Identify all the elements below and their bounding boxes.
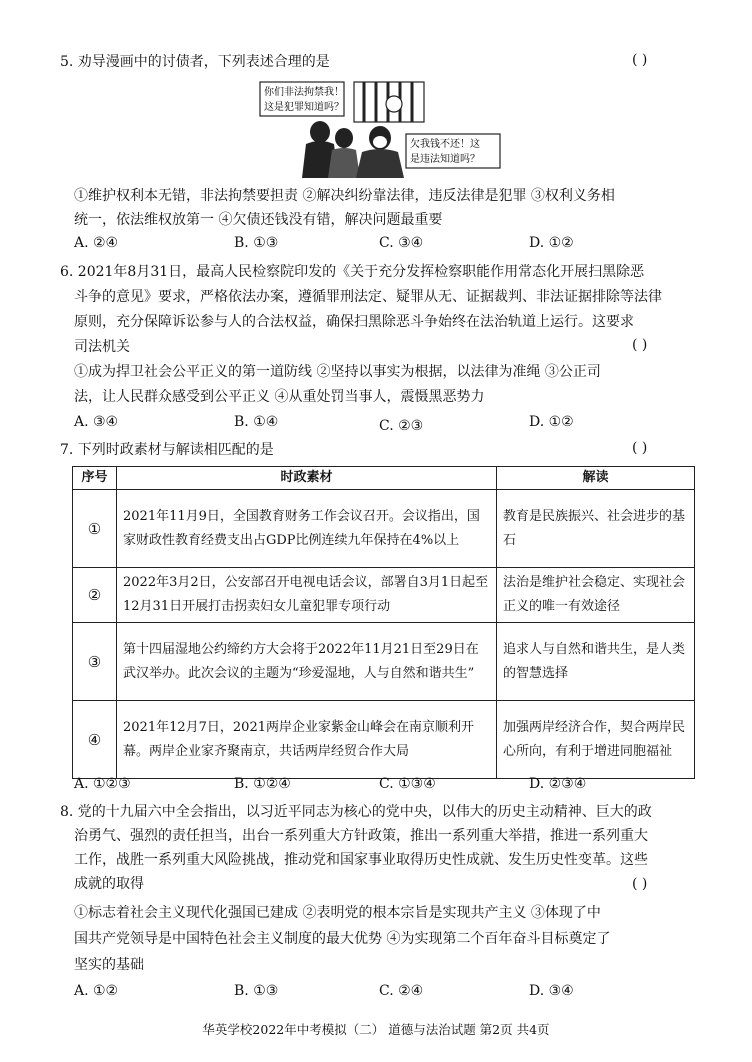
q6-answer-paren: ( ): [632, 337, 648, 353]
q6-stem-line3: 原则，充分保障诉讼参与人的合法权益，确保扫黑除恶斗争始终在法治轨道上运行。这要求: [74, 314, 634, 330]
bubble2-line2: 是违法知道吗？: [410, 154, 480, 165]
q7-option-d[interactable]: D. ②③④: [529, 776, 587, 792]
q6-option-a[interactable]: A. ③④: [74, 414, 119, 430]
q7-options: [74, 776, 694, 796]
header-reading: 解读: [497, 467, 695, 490]
q5-option-a[interactable]: A. ②④: [74, 235, 119, 251]
page-footer: 华英学校2022年中考模拟（二） 道德与法治试题 第2页 共4页: [202, 1022, 550, 1037]
q6-option-d[interactable]: D. ①②: [529, 414, 574, 430]
table-row: [73, 490, 695, 568]
row-material: 2022年3月2日，公安部召开电视电话会议，部署自3月1日起至12月31日开展打击拐卖妇女儿童犯罪专项行动: [117, 568, 497, 623]
q5-stem: 5. 劝导漫画中的讨债者，下列表述合理的是: [60, 54, 330, 70]
q5-statements-line1: ①维护权利本无错，非法拘禁要担责 ②解决纠纷靠法律，违反法律是犯罪 ③权利义务相: [74, 188, 615, 204]
q8-answer-paren: ( ): [632, 876, 648, 892]
row-number: ③: [73, 623, 117, 701]
q6-stem-line4: 司法机关: [74, 339, 130, 355]
q7-option-a[interactable]: A. ①②③: [74, 776, 131, 792]
q8-statements-line1: ①标志着社会主义现代化强国已建成 ②表明党的根本宗旨是实现共产主义 ③体现了中: [74, 905, 601, 921]
collector-face-icon: [373, 136, 387, 148]
q6-option-b[interactable]: B. ①④: [234, 414, 279, 430]
q8-statements-line3: 坚实的基础: [74, 957, 144, 973]
prisoner-face-icon: [386, 96, 402, 112]
q6-statements-line1: ①成为捍卫社会公平正义的第一道防线 ②坚持以事实为根据，以法律为准绳 ③公正司: [74, 364, 601, 380]
q8-option-c[interactable]: C. ②④: [379, 983, 424, 999]
row-number: ④: [73, 701, 117, 779]
q7-answer-paren: ( ): [632, 440, 648, 456]
row-number: ②: [73, 568, 117, 623]
q8-option-b[interactable]: B. ①③: [234, 983, 279, 999]
row-reading: 法治是维护社会稳定、实现社会正义的唯一有效途径: [497, 568, 695, 623]
header-material: 时政素材: [117, 467, 497, 490]
q7-option-b[interactable]: B. ①②④: [234, 776, 291, 792]
table-row: [73, 568, 695, 623]
q8-stem-line2: 治勇气、强烈的责任担当，出台一系列重大方针政策，推出一系列重大举措，推进一系列重大: [74, 828, 648, 844]
table-row: [73, 701, 695, 779]
q6-stem-line2: 斗争的意见》要求，严格依法办案，遵循罪刑法定、疑罪从无、证据裁判、非法证据排除等法律: [74, 289, 662, 305]
debt-collector-cartoon: [258, 80, 502, 180]
q7-stem: 7. 下列时政素材与解读相匹配的是: [60, 442, 274, 458]
q8-option-a[interactable]: A. ①②: [74, 983, 119, 999]
q5-option-d[interactable]: D. ①②: [529, 235, 574, 251]
row-reading: 加强两岸经济合作，契合两岸民心所向，有利于增进同胞福祉: [497, 701, 695, 779]
q5-option-b[interactable]: B. ①③: [234, 235, 279, 251]
row-reading: 追求人与自然和谐共生，是人类的智慧选择: [497, 623, 695, 701]
q6-options: [74, 414, 694, 434]
row-reading: 教育是民族振兴、社会进步的基石: [497, 490, 695, 568]
q8-statements-line2: 国共产党领导是中国特色社会主义制度的最大优势 ④为实现第二个百年奋斗目标奠定了: [74, 931, 611, 947]
q5-statements-line2: 统一，依法维权放第一 ④欠债还钱没有错，解决问题最重要: [74, 212, 443, 228]
row-material: 2021年11月9日，全国教育财务工作会议召开。会议指出，国家财政性教育经费支出占GDP比例连续九年保持在4%以上: [117, 490, 497, 568]
q8-option-d[interactable]: D. ③④: [529, 983, 574, 999]
q5-options: [74, 235, 694, 255]
row-material: 第十四届湿地公约缔约方大会将于2022年11月21日至29日在武汉举办。此次会议的主题为“珍爱湿地，人与自然和谐共生”: [117, 623, 497, 701]
row-number: ①: [73, 490, 117, 568]
q7-option-c[interactable]: C. ①③④: [379, 776, 436, 792]
bubble2-line1: 欠我钱不还！这: [410, 139, 480, 150]
bubble1-line1: 你们非法拘禁我！: [264, 87, 344, 98]
q8-stem-line1: 8. 党的十九届六中全会指出，以习近平同志为核心的党中央，以伟大的历史主动精神、巨大的政: [60, 804, 652, 820]
table-row: [73, 623, 695, 701]
table-header-row: [73, 467, 695, 490]
q8-options: [74, 983, 694, 1003]
q8-stem-line3: 工作，战胜一系列重大风险挑战，推动党和国家事业取得历史性成就、发生历史性变革。这些: [74, 852, 648, 868]
q8-stem-line4: 成就的取得: [74, 876, 144, 892]
q6-statements-line2: 法，让人民群众感受到公平正义 ④从重处罚当事人，震慑黑恶势力: [74, 389, 485, 405]
q6-stem-line1: 6. 2021年8月31日，最高人民检察院印发的《关于充分发挥检察职能作用常态化开展扫黑除恶: [60, 264, 645, 280]
q6-option-c[interactable]: C. ②③: [379, 418, 424, 434]
q5-option-c[interactable]: C. ③④: [379, 235, 424, 251]
header-number: 序号: [73, 467, 117, 490]
debt-collectors-figures: [302, 121, 404, 178]
bubble1-line2: 这是犯罪知道吗？: [264, 102, 344, 113]
q7-news-table: [72, 466, 695, 779]
q5-answer-paren: ( ): [632, 52, 648, 68]
row-material: 2021年12月7日，2021两岸企业家紫金山峰会在南京顺利开幕。两岸企业家齐聚南京，共话两岸经贸合作大局: [117, 701, 497, 779]
